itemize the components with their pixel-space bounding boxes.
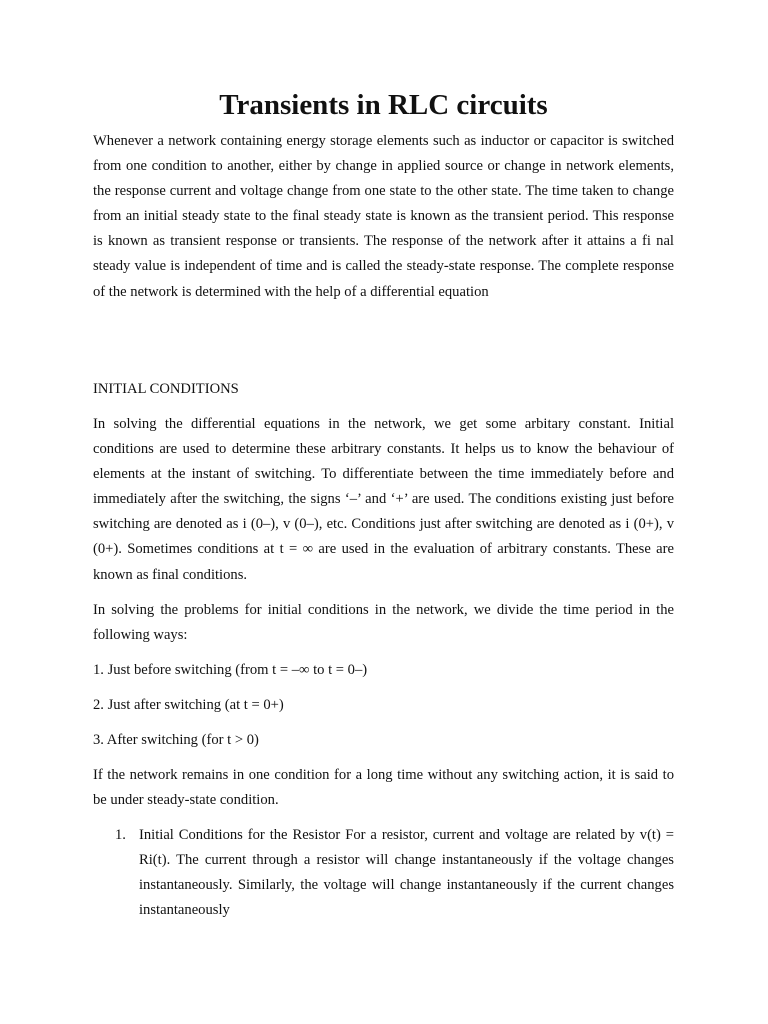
intro-paragraph: Whenever a network containing energy storage elements such as inductor or capacitor is switched from one condition to another, either by change in applied source or change in network elements, the response current and voltage change from one state to the other state. The time taken to change from an initial steady state to the final steady state is known as the transient period. This response is known as transient response or transients. The response of the network after it attains a fi nal steady value is independent of time and is called the steady-state response. The complete response of the network is determined with the help of a differential equation xyxy=(93,133,674,300)
time-period-item: 2. Just after switching (at t = 0+) xyxy=(93,697,284,713)
list-item-text: Initial Conditions for the Resistor For a resistor, current and voltage are related by v(t) = Ri(t). The current through a resistor will change instantaneously if the voltage changes instantaneously. Similarly, the voltage will change instantaneously if the current changes instantaneously xyxy=(139,827,674,919)
document-title: Transients in RLC circuits xyxy=(219,89,548,121)
time-period-intro-paragraph: In solving the problems for initial conditions in the network, we divide the time period in the following ways: xyxy=(93,602,674,644)
time-period-item: 3. After switching (for t > 0) xyxy=(93,732,259,748)
time-period-item: 1. Just before switching (from t = –∞ to t = 0–) xyxy=(93,662,368,678)
steady-state-paragraph: If the network remains in one condition for a long time without any switching action, it is said to be under steady-state condition. xyxy=(93,767,674,809)
section-heading: INITIAL CONDITIONS xyxy=(93,381,239,397)
initial-conditions-paragraph: In solving the differential equations in the network, we get some arbitary constant. Initial conditions are used to determine these arbitrary constants. It helps us to know the behaviour of elements at the instant of switching. To differentiate between the time immediately before and immediately after the switching, the signs ‘–’ and ‘+’ are used. The conditions existing just before switching are denoted as i (0–), v (0–), etc. Conditions just after switching are denoted as i (0+), v (0+). Sometimes conditions at t = ∞ are used in the evaluation of arbitrary constants. These are known as final conditions. xyxy=(93,416,674,583)
list-item-number: 1. xyxy=(115,827,126,843)
